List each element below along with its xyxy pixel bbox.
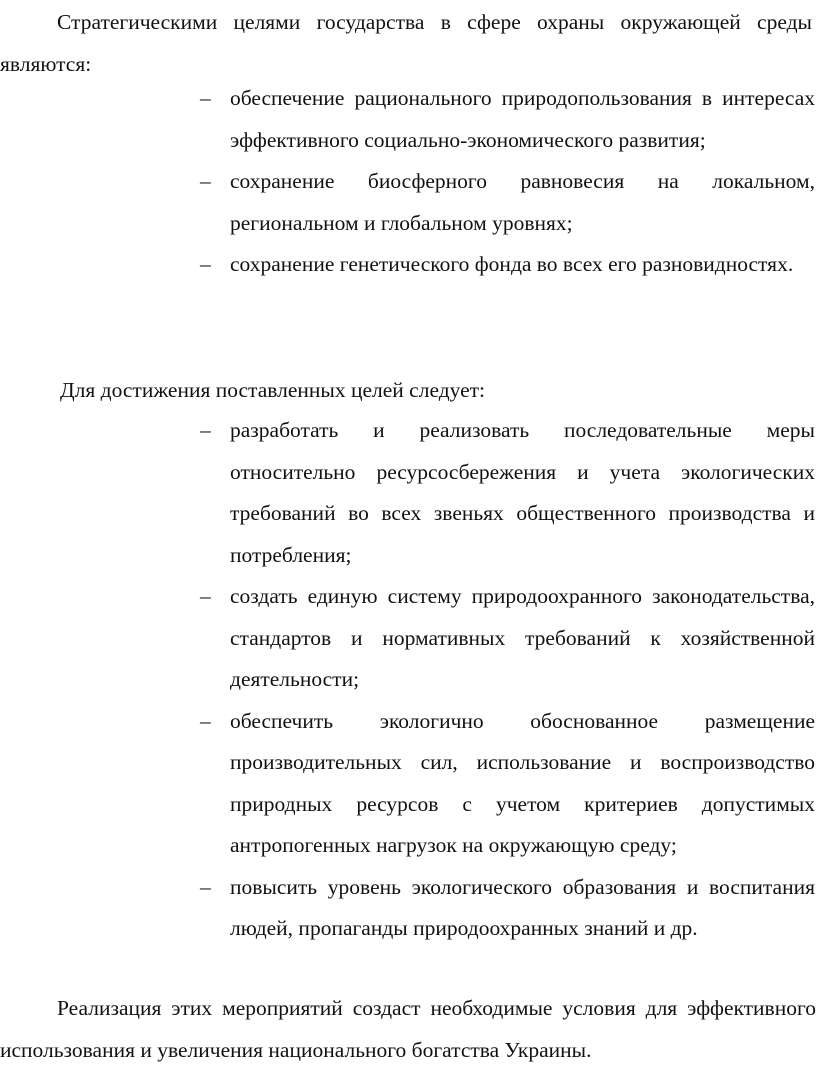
dash-bullet: – — [200, 708, 211, 733]
goals-list — [200, 78, 815, 286]
dash-bullet: – — [200, 874, 211, 899]
goal-text: обеспечение рационального природопользования в интересах эффективного социально-экономического развития; — [230, 86, 815, 152]
goal-text: сохранение биосферного равновесия на локальном, региональном и глобальном уровнях; — [230, 169, 815, 235]
list-item — [200, 701, 815, 867]
measures-intro: Для достижения поставленных целей следует: — [60, 378, 486, 402]
measures-list — [200, 410, 815, 950]
conclusion-paragraph: Реализация этих мероприятий создаст необходимые условия для эффективного использования и увеличения национального богатства Украины. — [0, 996, 816, 1062]
dash-bullet: – — [200, 169, 211, 193]
list-item — [200, 161, 815, 244]
dash-bullet: – — [200, 86, 211, 110]
list-item — [200, 867, 815, 950]
measure-text: разработать и реализовать последовательные меры относительно ресурсосбережения и учета экологических требований во всех звеньях общественного производства и потребления; — [230, 418, 815, 567]
intro-paragraph: Стратегическими целями государства в сфере охраны окружающей среды являются: — [0, 10, 812, 76]
list-item — [200, 244, 815, 286]
measure-text: повысить уровень экологического образования и воспитания людей, пропаганды природоохранных знаний и др. — [230, 874, 815, 940]
dash-bullet: – — [200, 584, 211, 608]
list-item — [200, 78, 815, 161]
list-item — [200, 576, 815, 701]
list-item — [200, 410, 815, 576]
goal-text: сохранение генетического фонда во всех его разновидностях. — [230, 252, 794, 276]
dash-bullet: – — [200, 252, 211, 276]
measure-text: обеспечить экологично обоснованное размещение производительных сил, использование и воспроизводство природных ресурсов с учетом критериев допустимых антропогенных нагрузок на окружающую среду; — [230, 708, 815, 857]
dash-bullet: – — [200, 418, 211, 442]
measure-text: создать единую систему природоохранного законодательства, стандартов и нормативных требований к хозяйственной деятельности; — [230, 584, 815, 691]
